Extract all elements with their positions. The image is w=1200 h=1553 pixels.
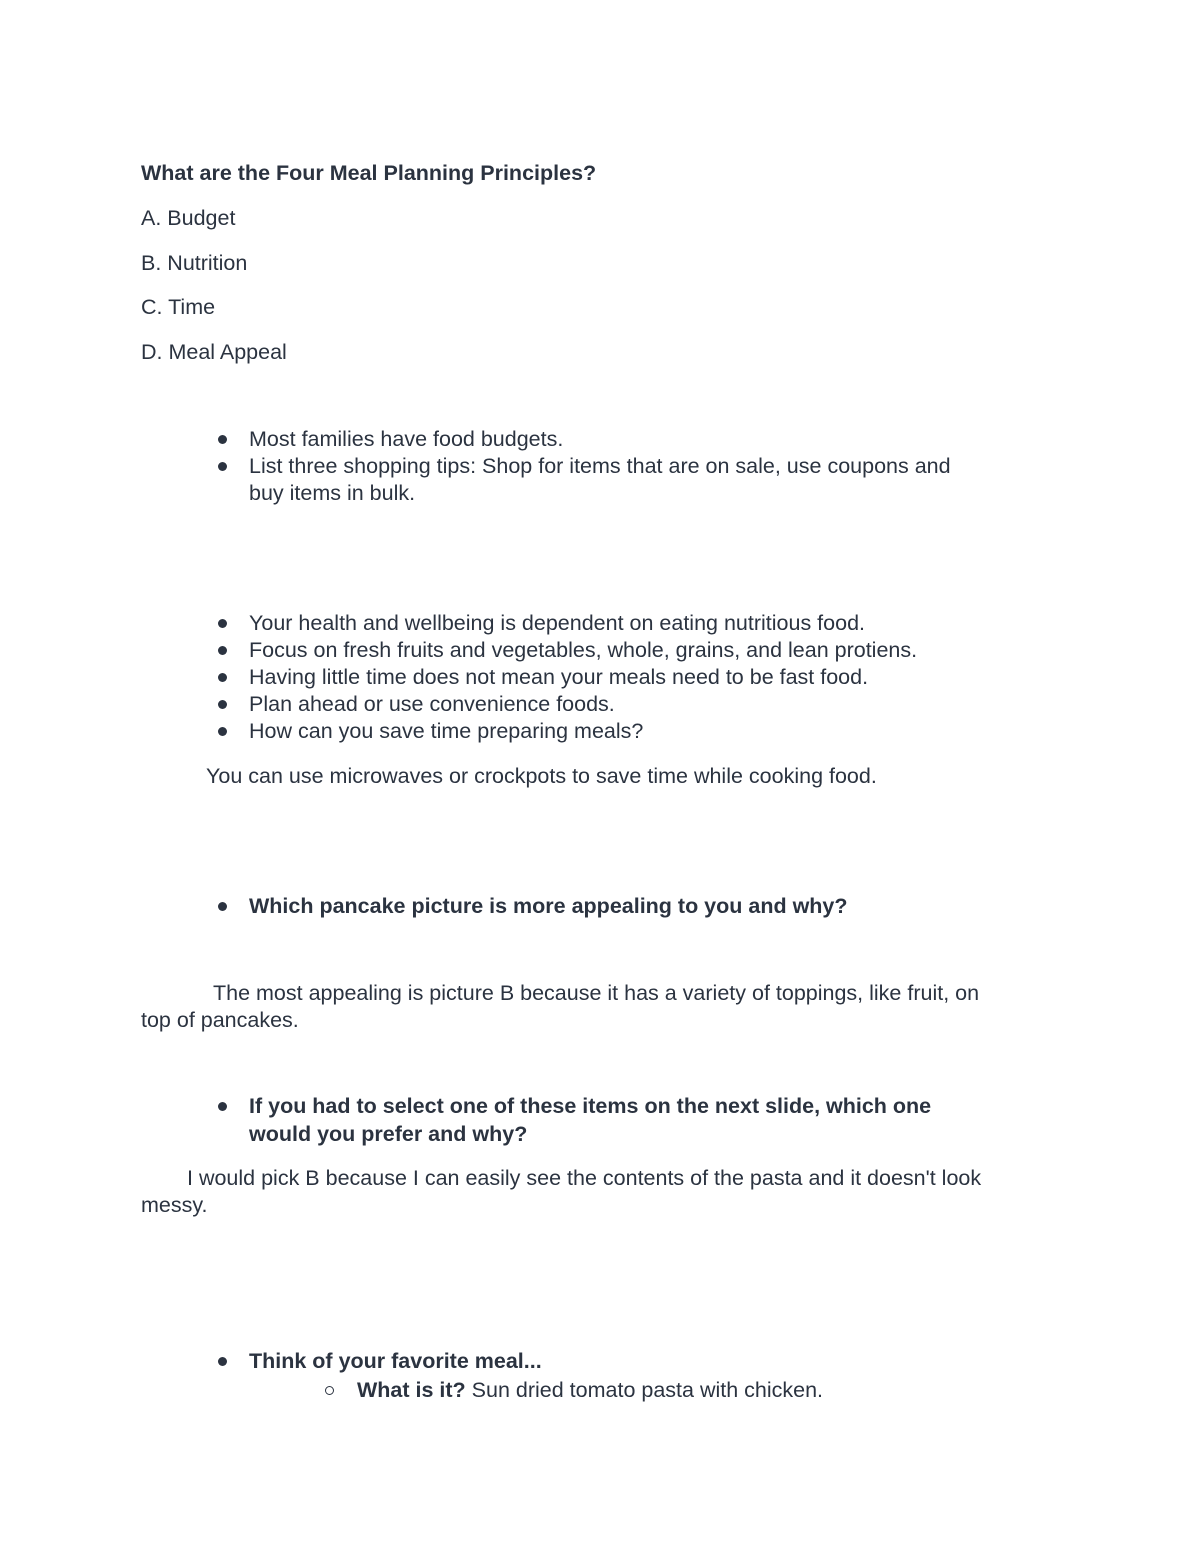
favorite-meal-prompt: Think of your favorite meal...: [249, 1349, 542, 1373]
pancake-answer-line-2: top of pancakes.: [141, 1008, 299, 1032]
principle-d: D. Meal Appeal: [141, 340, 287, 364]
hollow-bullet-icon: [325, 1386, 334, 1395]
favorite-meal-sub-answer: Sun dried tomato pasta with chicken.: [465, 1378, 824, 1402]
budget-bullet-1: Most families have food budgets.: [249, 427, 564, 451]
slide-question-line-1: If you had to select one of these items on the next slide, which one: [249, 1094, 932, 1118]
favorite-meal-sub-question: What is it?: [357, 1378, 466, 1402]
budget-bullet-2-line-1: List three shopping tips: Shop for items that are on sale, use coupons and: [249, 454, 951, 478]
slide-answer-line-1: I would pick B because I can easily see the contents of the pasta and it doesn't look: [187, 1166, 982, 1190]
bullet-icon: [218, 700, 227, 709]
bullet-icon: [218, 646, 227, 655]
document-heading: What are the Four Meal Planning Principles?: [141, 161, 597, 185]
pancake-answer-line-1: The most appealing is picture B because it has a variety of toppings, like fruit, on: [213, 981, 980, 1005]
time-bullet-2: Plan ahead or use convenience foods.: [249, 692, 615, 716]
bullet-icon: [218, 435, 227, 444]
bullet-icon: [218, 619, 227, 628]
bullet-icon: [218, 1102, 227, 1111]
principle-a: A. Budget: [141, 206, 236, 230]
bullet-icon: [218, 673, 227, 682]
time-bullet-3: How can you save time preparing meals?: [249, 719, 644, 743]
nutrition-bullet-2: Focus on fresh fruits and vegetables, whole, grains, and lean protiens.: [249, 638, 918, 662]
bullet-icon: [218, 1357, 227, 1366]
pancake-question: Which pancake picture is more appealing to you and why?: [249, 894, 848, 918]
principle-c: C. Time: [141, 295, 216, 319]
bullet-icon: [218, 727, 227, 736]
bullet-icon: [218, 462, 227, 471]
time-answer: You can use microwaves or crockpots to save time while cooking food.: [206, 764, 877, 788]
slide-answer-line-2: messy.: [141, 1193, 208, 1217]
nutrition-bullet-1: Your health and wellbeing is dependent on eating nutritious food.: [249, 611, 866, 635]
bullet-icon: [218, 902, 227, 911]
time-bullet-1: Having little time does not mean your meals need to be fast food.: [249, 665, 869, 689]
favorite-meal-answer: [357, 1377, 823, 1404]
slide-question-line-2: would you prefer and why?: [249, 1122, 528, 1146]
budget-bullet-2-line-2: buy items in bulk.: [249, 481, 416, 505]
principle-b: B. Nutrition: [141, 251, 248, 275]
